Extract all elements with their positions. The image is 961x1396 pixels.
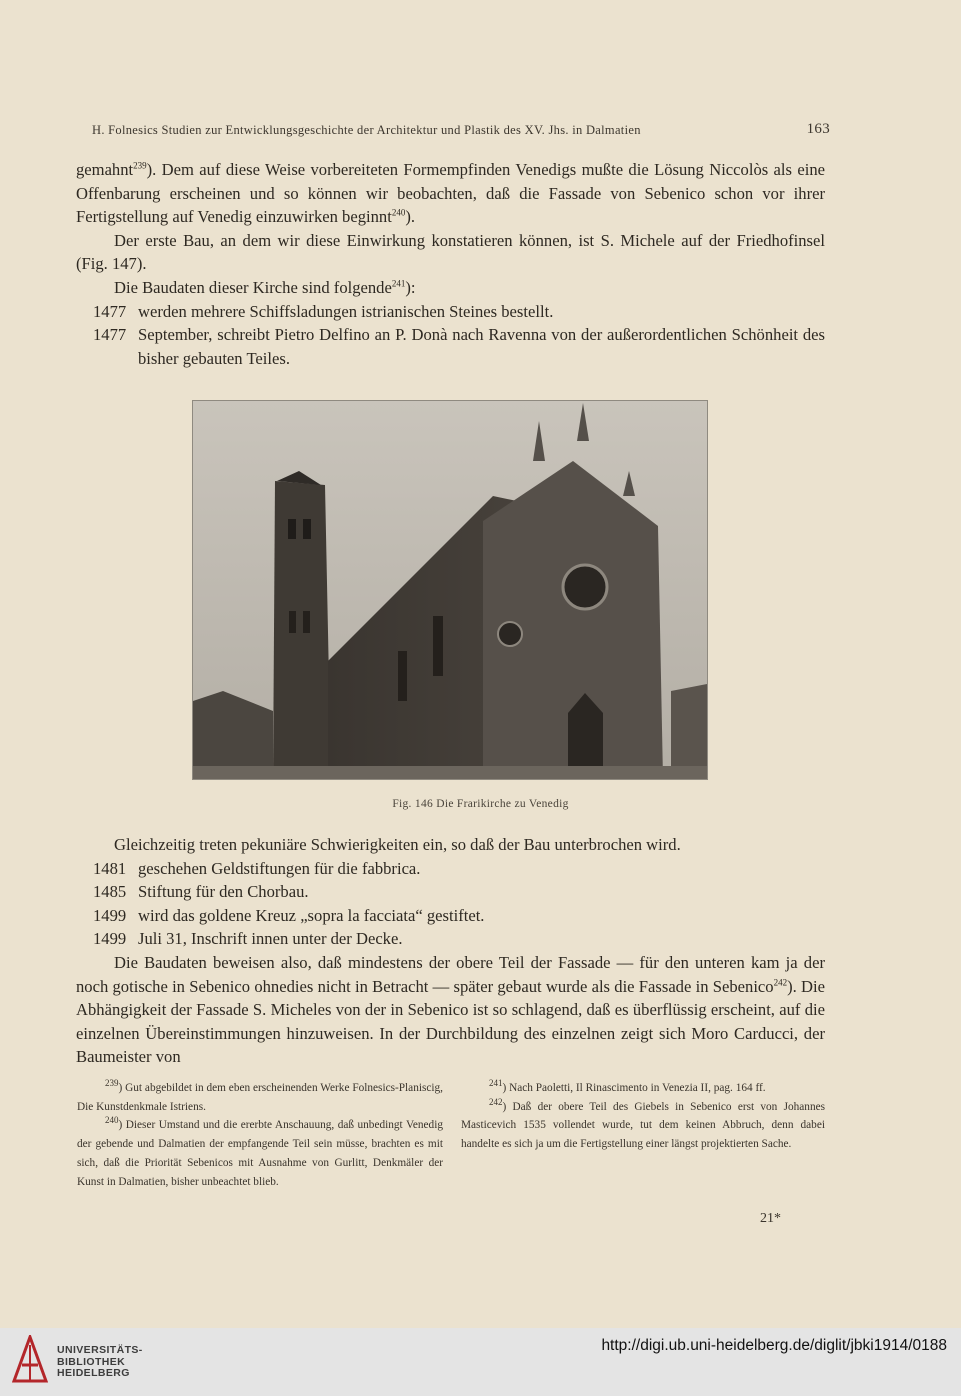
text-block-top: [76, 158, 825, 370]
church-photograph: [192, 400, 708, 780]
text-block-bottom: [76, 833, 825, 1069]
paragraph: gemahnt$^{239}$). Dem auf diese Weise vorbereiteten Formempfinden Venedigs mußte die Lösung Niccolòs als eine Offenbarung erscheinen und so können wir beobachten, daß die Fassade von Sebenico schon vor ihrer Fertigstellung auf Venedig einzuwirken beginnt$^{240}$).: [76, 160, 825, 227]
list-item: 1499 Juli 31, Inschrift innen unter der Decke.: [93, 929, 403, 949]
footnote: $^{240}$) Dieser Umstand und die ererbte Anschauung, daß unbedingt Venedig der gebende und Dalmatien der empfangende Teil sein müsse, brachten es mit sich, daß die Priorität Sebenicos mit Ausnahme von Gurlitt, Denkmäler der Kunst in Dalmatien, bisher unbeachtet blieb.: [77, 1115, 443, 1188]
page-number: 163: [806, 121, 830, 137]
running-header: [92, 123, 830, 138]
running-title: H. Folnesics Studien zur Entwicklungsgeschichte der Architektur und Plastik des XV. Jhs. in Dalmatien: [92, 123, 641, 137]
paragraph: Die Baudaten dieser Kirche sind folgende$^{241}$):: [114, 277, 416, 297]
list-item: 1477 werden mehrere Schiffsladungen istrianischen Steines bestellt.: [93, 301, 554, 321]
paragraph: Gleichzeitig treten pekuniäre Schwierigkeiten ein, so daß der Bau unterbrochen wird.: [114, 835, 681, 854]
paragraph: Die Baudaten beweisen also, daß mindestens der obere Teil der Fassade — für den unteren kam ja der noch gotische in Sebenico ohnedies nicht in Betracht — später gebaut wurde als die Fassade in Sebenico$^{242}$). Die Abhängigkeit der Fassade S. Micheles von der in Sebenico ist so schlagend, daß es überflüssig erscheint, auf die einzelnen Übereinstimmungen hinzuweisen. In der Durchbildung des einzelnen zeigt sich Moro Carducci, der Baumeister von: [76, 952, 825, 1067]
list-item: 1481 geschehen Geldstiftungen für die fabbrica.: [93, 858, 421, 878]
list-item: 1477 September, schreibt Pietro Delfino an P. Donà nach Ravenna von der außerordentlichen Schönheit des bisher gebauten Teiles.: [93, 325, 825, 368]
paragraph: Der erste Bau, an dem wir diese Einwirkung konstatieren können, ist S. Michele auf der Friedhofinsel (Fig. 147).: [76, 230, 825, 274]
source-url-link[interactable]: http://digi.ub.uni-heidelberg.de/diglit/jbki1914/0188: [601, 1337, 947, 1354]
library-name: UNIVERSITÄTS- BIBLIOTHEK HEIDELBERG: [57, 1344, 143, 1379]
footnotes-right: [461, 1079, 825, 1154]
university-library-logo-icon[interactable]: [12, 1335, 48, 1383]
figure-caption: Fig. 146 Die Frarikirche zu Venedig: [392, 798, 569, 810]
list-item: 1499 wird das goldene Kreuz „sopra la facciata“ gestiftet.: [93, 905, 485, 925]
footnote: $^{242}$) Daß der obere Teil des Giebels in Sebenico erst von Johannes Masticevich 1535 vollendet wurde, tut dem keinen Abbruch, denn dabei handelte es sich ja um die Fertigstellung einer längst projektierten Sache.: [461, 1096, 825, 1151]
list-item: 1485 Stiftung für den Chorbau.: [93, 882, 309, 902]
footnotes-left: [77, 1079, 443, 1191]
signature-mark: 21*: [760, 1211, 781, 1226]
footnote: $^{239}$) Gut abgebildet in dem eben erscheinenden Werke Folnesics-Planiscig, Die Kunstdenkmale Istriens.: [77, 1078, 443, 1113]
footnote: $^{241}$) Nach Paoletti, Il Rinascimento in Venezia II, pag. 164 ff.: [489, 1078, 766, 1094]
